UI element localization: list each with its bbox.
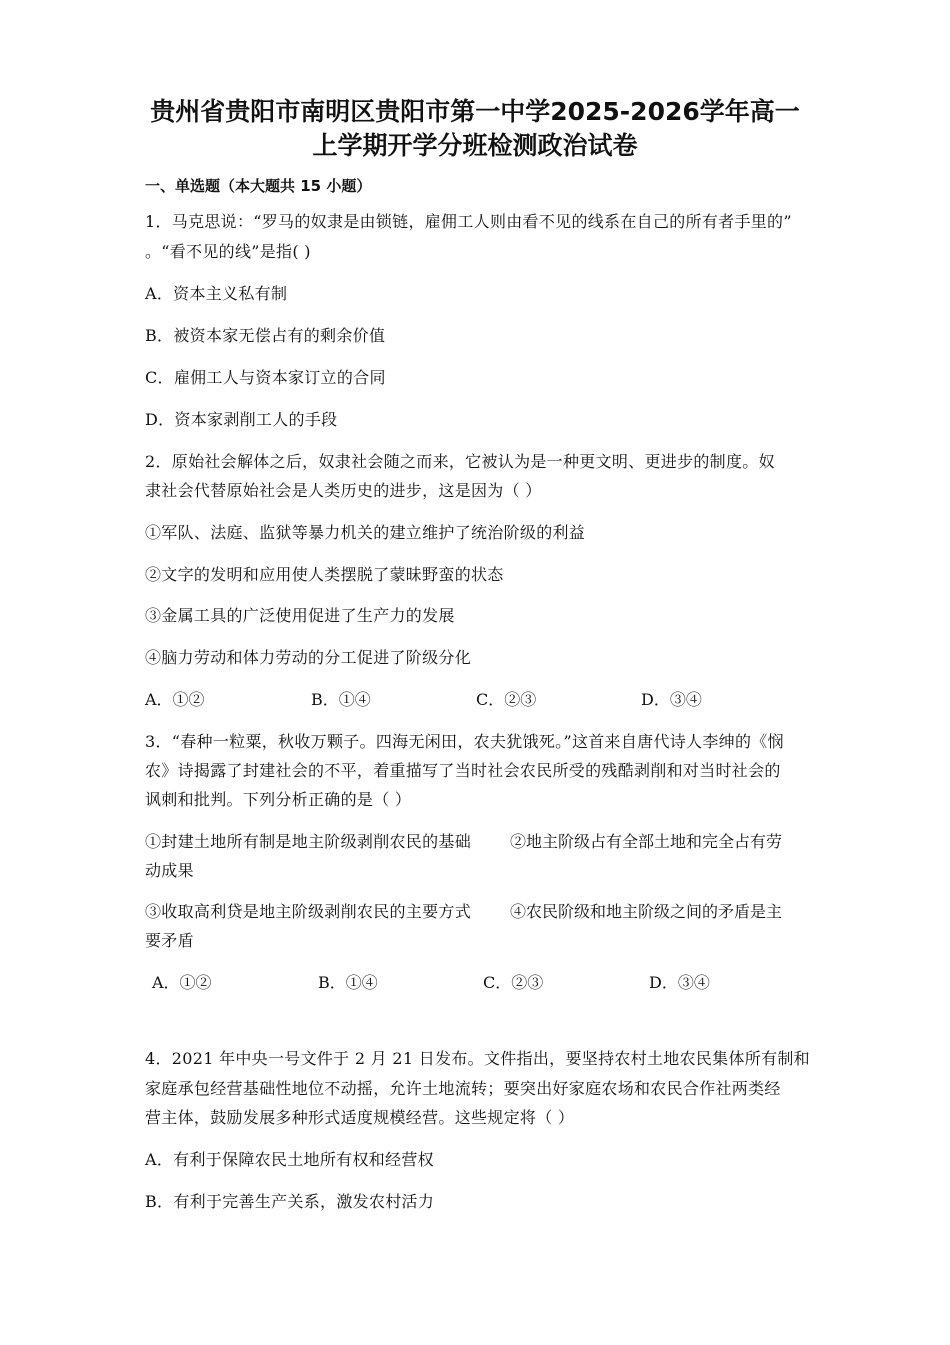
q3-option-d: D．③④: [649, 973, 710, 992]
q3-stem-line3: 讽刺和批判。下列分析正确的是（ ）: [145, 790, 412, 809]
q2-statement-2: ②文字的发明和应用使人类摆脱了蒙昧野蛮的状态: [145, 565, 504, 584]
q3-option-a: A．①②: [152, 973, 212, 992]
section-heading: 一、单选题（本大题共 15 小题）: [145, 177, 372, 195]
q2-option-a: A．①②: [145, 690, 205, 709]
q3-statement-3: ③收取高利贷是地主阶级剥削农民的主要方式: [145, 902, 472, 921]
q3-option-c: C．②③: [483, 973, 544, 992]
page-title-line2: 上学期开学分班检测政治试卷: [312, 131, 638, 160]
q3-statement-2: ②地主阶级占有全部土地和完全占有劳: [510, 832, 783, 851]
q2-stem-line1: 2．原始社会解体之后，奴隶社会随之而来，它被认为是一种更文明、更进步的制度。奴: [145, 452, 775, 471]
q2-option-c: C．②③: [476, 690, 537, 709]
q1-option-b: B．被资本家无偿占有的剩余价值: [145, 326, 386, 345]
q1-option-d: D．资本家剥削工人的手段: [145, 410, 338, 429]
q2-statement-4: ④脑力劳动和体力劳动的分工促进了阶级分化: [145, 648, 472, 667]
q4-option-b: B．有利于完善生产关系，激发农村活力: [145, 1192, 435, 1211]
q3-stem-line1: 3．“春种一粒粟，秋收万颗子。四海无闲田，农夫犹饿死。”这首来自唐代诗人李绅的《悯: [145, 732, 784, 751]
q1-option-a: A．资本主义私有制: [145, 284, 288, 303]
q3-stem-line2: 农》诗揭露了封建社会的不平，着重描写了当时社会农民所受的残酷剥削和对当时社会的: [145, 761, 781, 780]
q3-statement-2-cont: 动成果: [145, 861, 194, 880]
page-title-line1: 贵州省贵阳市南明区贵阳市第一中学2025-2026学年高一: [150, 97, 800, 126]
q3-option-b: B．①④: [318, 973, 378, 992]
q4-stem-line3: 营主体，鼓励发展多种形式适度规模经营。这些规定将（ ）: [145, 1108, 575, 1127]
q2-statement-3: ③金属工具的广泛使用促进了生产力的发展: [145, 606, 455, 625]
q3-statement-4: ④农民阶级和地主阶级之间的矛盾是主: [510, 902, 783, 921]
q3-statement-1: ①封建土地所有制是地主阶级剥削农民的基础: [145, 832, 472, 851]
q4-stem-line1: 4．2021 年中央一号文件于 2 月 21 日发布。文件指出，要坚持农村土地农民集体所有制和: [145, 1049, 810, 1068]
q1-stem-line1: 1．马克思说：“罗马的奴隶是由锁链，雇佣工人则由看不见的线系在自己的所有者手里的”: [145, 212, 792, 231]
q4-option-a: A．有利于保障农民土地所有权和经营权: [145, 1150, 434, 1169]
q4-stem-line2: 家庭承包经营基础性地位不动摇，允许土地流转；要突出好家庭农场和农民合作社两类经: [145, 1079, 781, 1098]
q3-statement-4-cont: 要矛盾: [145, 931, 194, 950]
q2-option-b: B．①④: [311, 690, 371, 709]
q1-option-c: C．雇佣工人与资本家订立的合同: [145, 368, 386, 387]
q2-statement-1: ①军队、法庭、监狱等暴力机关的建立维护了统治阶级的利益: [145, 523, 586, 542]
q2-option-d: D．③④: [641, 690, 702, 709]
q2-stem-line2: 隶社会代替原始社会是人类历史的进步，这是因为（ ）: [145, 481, 542, 500]
q1-stem-line2: 。“看不见的线”是指( ): [145, 242, 311, 261]
